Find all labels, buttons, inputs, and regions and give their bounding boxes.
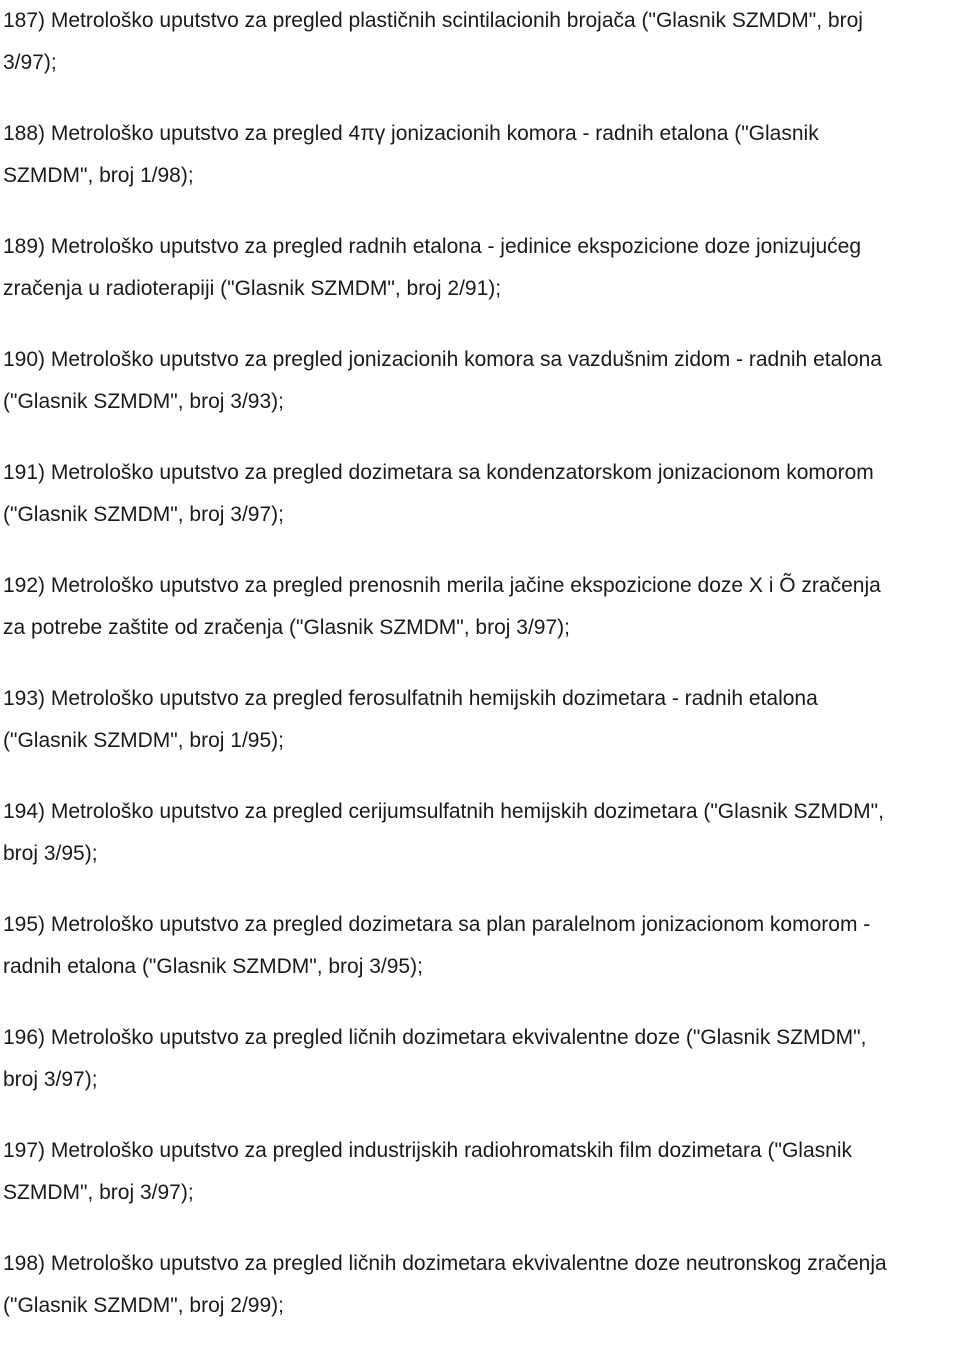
item-line: ("Glasnik SZMDM", broj 2/99); — [3, 1294, 284, 1317]
list-item-193 — [3, 678, 958, 762]
list-item-190 — [3, 339, 958, 423]
item-line: SZMDM", broj 1/98); — [3, 164, 194, 187]
list-item-192 — [3, 565, 958, 649]
item-line: 190) Metrološko uputstvo za pregled jonizacionih komora sa vazdušnim zidom - radnih etalona — [3, 348, 882, 371]
item-line: 195) Metrološko uputstvo za pregled dozimetara sa plan paralelnom jonizacionom komorom - — [3, 913, 871, 936]
list-item-188 — [3, 113, 958, 197]
item-line: 188) Metrološko uputstvo za pregled 4πγ jonizacionih komora - radnih etalona ("Glasnik — [3, 122, 819, 145]
item-line: broj 3/95); — [3, 842, 98, 865]
document-page — [3, 0, 958, 1356]
item-line: 194) Metrološko uputstvo za pregled cerijumsulfatnih hemijskih dozimetara ("Glasnik SZMDM", — [3, 800, 884, 823]
item-line: ("Glasnik SZMDM", broj 1/95); — [3, 729, 284, 752]
list-item-196 — [3, 1017, 958, 1101]
list-item-198 — [3, 1243, 958, 1327]
list-item-195 — [3, 904, 958, 988]
item-line: 198) Metrološko uputstvo za pregled ličnih dozimetara ekvivalentne doze neutronskog zračenja — [3, 1252, 887, 1275]
item-line: 187) Metrološko uputstvo za pregled plastičnih scintilacionih brojača ("Glasnik SZMDM", broj — [3, 9, 863, 32]
list-item-187 — [3, 0, 958, 84]
item-line: 189) Metrološko uputstvo za pregled radnih etalona - jedinice ekspozicione doze jonizujućeg — [3, 235, 862, 258]
item-line: 192) Metrološko uputstvo za pregled prenosnih merila jačine ekspozicione doze X i Õ zračenja — [3, 574, 881, 597]
item-line: radnih etalona ("Glasnik SZMDM", broj 3/95); — [3, 955, 423, 978]
list-item-189 — [3, 226, 958, 310]
item-line: 196) Metrološko uputstvo za pregled ličnih dozimetara ekvivalentne doze ("Glasnik SZMDM", — [3, 1026, 867, 1049]
item-line: SZMDM", broj 3/97); — [3, 1181, 194, 1204]
item-line: broj 3/97); — [3, 1068, 98, 1091]
item-line: 197) Metrološko uputstvo za pregled industrijskih radiohromatskih film dozimetara ("Glasnik — [3, 1139, 852, 1162]
list-item-191 — [3, 452, 958, 536]
item-line: za potrebe zaštite od zračenja ("Glasnik SZMDM", broj 3/97); — [3, 616, 570, 639]
item-line: ("Glasnik SZMDM", broj 3/93); — [3, 390, 284, 413]
list-item-197 — [3, 1130, 958, 1214]
item-line: 3/97); — [3, 51, 57, 74]
list-item-194 — [3, 791, 958, 875]
item-line: zračenja u radioterapiji ("Glasnik SZMDM", broj 2/91); — [3, 277, 502, 300]
item-line: 193) Metrološko uputstvo za pregled ferosulfatnih hemijskih dozimetara - radnih etalona — [3, 687, 818, 710]
item-line: 191) Metrološko uputstvo za pregled dozimetara sa kondenzatorskom jonizacionom komorom — [3, 461, 874, 484]
item-line: ("Glasnik SZMDM", broj 3/97); — [3, 503, 284, 526]
